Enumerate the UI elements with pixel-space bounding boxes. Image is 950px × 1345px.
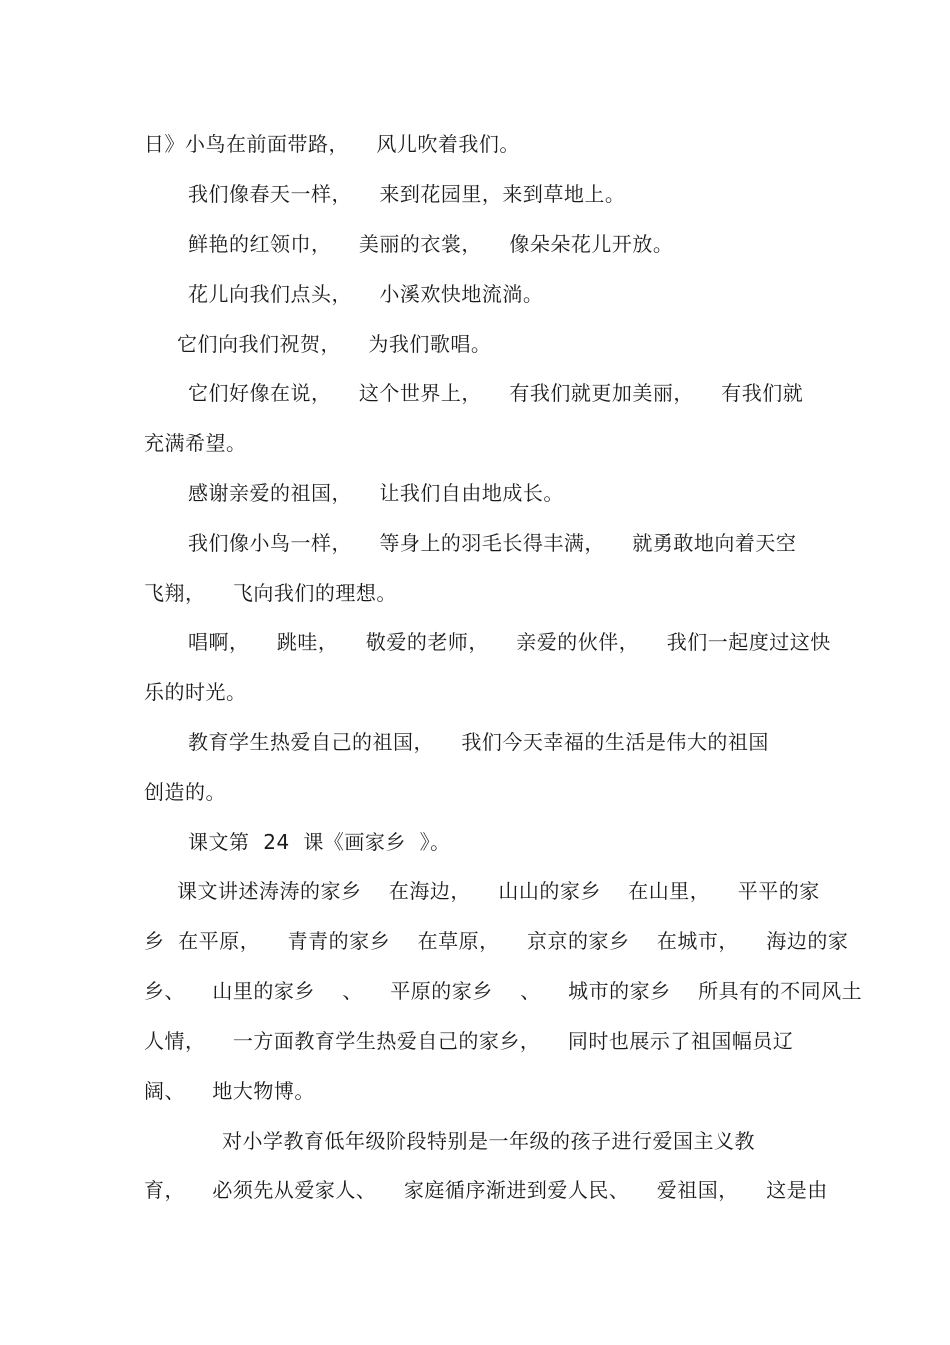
- text-line: 教育学生热爱自己的祖国， 我们今天幸福的生活是伟大的祖国: [188, 730, 769, 754]
- text-line: 充满希望。: [144, 431, 247, 455]
- text-line: 乐的时光。: [144, 680, 247, 704]
- text-line: 乡 在平原， 青青的家乡 在草原， 京京的家乡 在城市， 海边的家: [144, 929, 849, 953]
- text-line: 鲜艳的红领巾， 美丽的衣裳， 像朵朵花儿开放。: [188, 232, 674, 256]
- text-line: 花儿向我们点头， 小溪欢快地流淌。: [188, 282, 544, 306]
- text-line: 感谢亲爱的祖国， 让我们自由地成长。: [188, 481, 564, 505]
- text-line: 课文讲述涛涛的家乡 在海边， 山山的家乡 在山里， 平平的家: [177, 879, 820, 903]
- text-line: 课文第 24 课《画家乡 》。: [188, 830, 451, 854]
- text-line: 乡、 山里的家乡 、 平原的家乡 、 城市的家乡 所具有的不同风土: [144, 979, 863, 1003]
- text-line: 创造的。: [144, 780, 226, 804]
- text-line: 它们向我们祝贺， 为我们歌唱。: [177, 332, 492, 356]
- text-line: 我们像春天一样， 来到花园里，来到草地上。: [188, 182, 626, 206]
- text-line: 对小学教育低年级阶段特别是一年级的孩子进行爱国主义教: [222, 1129, 755, 1153]
- text-line: 阔、 地大物博。: [144, 1079, 315, 1103]
- text-line: 飞翔， 飞向我们的理想。: [144, 581, 397, 605]
- text-line: 人情， 一方面教育学生热爱自己的家乡， 同时也展示了祖国幅员辽: [144, 1029, 794, 1053]
- text-line: 育， 必须先从爱家人、 家庭循序渐进到爱人民、 爱祖国， 这是由: [144, 1178, 828, 1202]
- text-line: 我们像小鸟一样， 等身上的羽毛长得丰满， 就勇敢地向着天空: [188, 531, 797, 555]
- text-line: 日》小鸟在前面带路， 风儿吹着我们。: [144, 132, 520, 156]
- text-line: 它们好像在说， 这个世界上， 有我们就更加美丽， 有我们就: [188, 381, 804, 405]
- text-line: 唱啊， 跳哇， 敬爱的老师， 亲爱的伙伴， 我们一起度过这快: [188, 630, 831, 654]
